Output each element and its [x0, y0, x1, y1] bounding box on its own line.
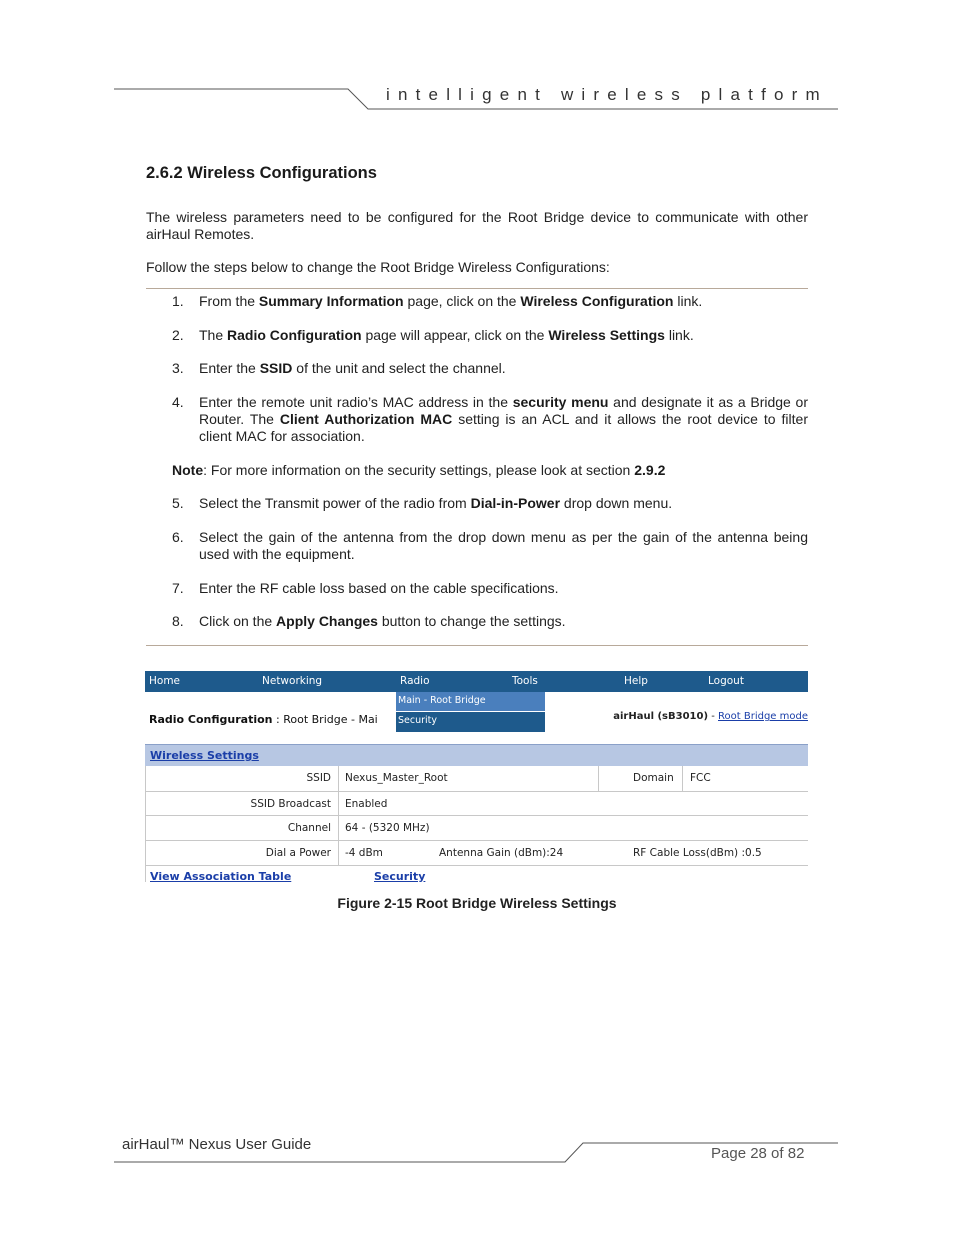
nav-help[interactable]: Help [624, 675, 648, 687]
nav-networking[interactable]: Networking [262, 675, 323, 687]
channel-label: Channel [287, 822, 331, 834]
instructions-lead: Follow the steps below to change the Root Bridge Wireless Configurations: [146, 259, 610, 275]
nav-logout[interactable]: Logout [708, 675, 744, 687]
dial-power-value: -4 dBm [345, 847, 383, 859]
step-3: Enter the SSID of the unit and select the channel. [199, 360, 506, 376]
step-1: From the Summary Information page, click on the Wireless Configuration link. [199, 293, 703, 309]
radio-dropdown-menu [396, 692, 545, 732]
wireless-settings-screenshot [145, 671, 808, 887]
step-number: 6. [172, 529, 184, 545]
step-5: Select the Transmit power of the radio from Dial-in-Power drop down menu. [199, 495, 673, 511]
dial-power-label: Dial a Power [265, 847, 331, 859]
nav-bar [145, 671, 808, 692]
figure-caption: Figure 2-15 Root Bridge Wireless Settings [337, 895, 617, 911]
security-link[interactable]: Security [374, 870, 426, 883]
menu-item-security[interactable]: Security [396, 712, 545, 732]
ssid-label: SSID [306, 772, 331, 784]
device-info: airHaul (sB3010) - Root Bridge mode [613, 711, 808, 722]
header-tagline: intelligent wireless platform [386, 85, 828, 104]
radio-config-breadcrumb: Radio Configuration : Root Bridge - Mai [149, 713, 378, 726]
table-row [145, 841, 808, 866]
rf-cable-loss: RF Cable Loss(dBm) :0.5 [633, 847, 762, 859]
table-row [145, 792, 808, 816]
step-6: Select the gain of the antenna from the drop down menu as per the gain of the antenna being used with the equipment. [199, 529, 808, 562]
divider-bottom [146, 645, 808, 646]
footer-guide-title: airHaul™ Nexus User Guide [122, 1136, 312, 1153]
ssid-broadcast-value: Enabled [345, 798, 388, 810]
nav-home[interactable]: Home [149, 675, 181, 687]
note: Note: For more information on the security settings, please look at section 2.9.2 [172, 462, 666, 478]
step-number: 4. [172, 394, 184, 410]
step-number: 5. [172, 495, 184, 511]
step-4: Enter the remote unit radio’s MAC address in the security menu and designate it as a Bridge or Router. The Client Authorization MAC setting is an ACL and it allows the root device to filter client MAC for association. [199, 394, 808, 444]
step-8: Click on the Apply Changes button to change the settings. [199, 613, 566, 629]
step-number: 8. [172, 613, 184, 629]
menu-item-main-root-bridge[interactable]: Main - Root Bridge [396, 692, 545, 711]
step-number: 7. [172, 580, 184, 596]
settings-footer-links [145, 869, 808, 887]
domain-label: Domain [633, 772, 674, 784]
nav-tools[interactable]: Tools [512, 675, 538, 687]
step-number: 2. [172, 327, 184, 343]
wireless-settings-link[interactable]: Wireless Settings [150, 749, 259, 762]
divider-top [146, 288, 808, 289]
ssid-value: Nexus_Master_Root [345, 772, 448, 784]
step-number: 3. [172, 360, 184, 376]
step-7: Enter the RF cable loss based on the cable specifications. [199, 580, 559, 596]
table-row [145, 816, 808, 841]
channel-value: 64 - (5320 MHz) [345, 822, 430, 834]
domain-value: FCC [690, 772, 711, 784]
step-2: The Radio Configuration page will appear, click on the Wireless Settings link. [199, 327, 694, 343]
nav-radio[interactable]: Radio [400, 675, 430, 687]
intro-paragraph: The wireless parameters need to be configured for the Root Bridge device to communicate with other airHaul Remotes. [146, 209, 808, 242]
antenna-gain: Antenna Gain (dBm):24 [439, 847, 564, 859]
wireless-settings-header [145, 744, 808, 766]
device-mode-link[interactable]: Root Bridge mode [718, 711, 808, 722]
table-row [145, 766, 808, 792]
view-association-table-link[interactable]: View Association Table [150, 870, 292, 883]
ssid-broadcast-label: SSID Broadcast [250, 798, 331, 810]
step-number: 1. [172, 293, 184, 309]
footer-page-number: Page 28 of 82 [711, 1145, 805, 1162]
section-title: 2.6.2 Wireless Configurations [146, 164, 377, 182]
